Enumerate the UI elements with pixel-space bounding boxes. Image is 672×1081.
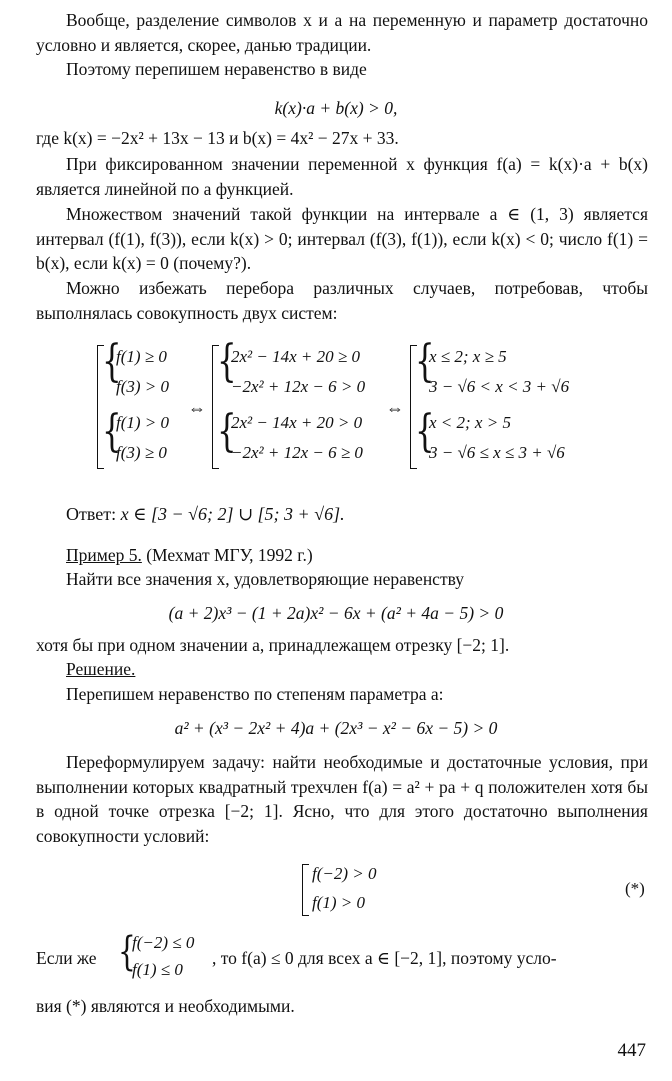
solution-reformulate: Переформулируем задачу: найти необходимые и достаточные условия, при выполнении которых квадратный трехчлен f(a) = a² + pa + q положителен хотя бы в одной точке отрезка [−2; 1]. Ясно, что для этого достаточно выполнения совокупности условий:	[36, 752, 648, 846]
brace-if: {	[118, 929, 136, 975]
example-header	[66, 543, 626, 568]
example-title: Пример 5.	[66, 545, 142, 565]
brace-1a: {	[102, 336, 122, 387]
system2-line2: −2x² + 12x − 6 > 0	[231, 377, 366, 396]
example-source: (Мехмат МГУ, 1992 г.)	[141, 545, 313, 565]
system3-line2: 3 − √6 < x < 3 + √6	[429, 377, 570, 396]
equivalence-1: ⇔	[188, 398, 206, 418]
paragraph-systems-intro: Можно избежать перебора различных случаев, потребовав, чтобы выполнялась совокупность двух систем:	[36, 278, 648, 323]
brace-1b: {	[102, 406, 122, 457]
system1-line2: f(3) > 0	[116, 377, 170, 396]
equivalence-2: ⇔	[386, 398, 404, 418]
system1-line3: f(1) > 0	[116, 413, 170, 432]
page-number: 447	[617, 1040, 646, 1061]
example-equation: (a + 2)x³ − (1 + 2a)x² − 6x + (a² + 4a − 5) > 0	[168, 603, 504, 623]
condition-tag: (*)	[625, 879, 645, 898]
brace-3a: {	[415, 336, 435, 387]
solution-equation: a² + (x³ − 2x² + 4)a + (2x³ − x² − 6x − 5) > 0	[174, 718, 498, 738]
solution-rewrite: Перепишем неравенство по степеням параметра a:	[66, 684, 444, 704]
answer-value: x ∈ [3 − √6; 2] ∪ [5; 3 + √6].	[120, 504, 345, 524]
solution-label-text: Решение.	[66, 659, 136, 679]
if-line1: f(−2) ≤ 0	[132, 933, 195, 952]
system3-line3: x < 2; x > 5	[429, 413, 511, 432]
paragraph-rewrite: Поэтому перепишем неравенство в виде	[66, 59, 367, 79]
equation-main: k(x)·a + b(x) > 0,	[274, 98, 398, 118]
system3-line4: 3 − √6 ≤ x ≤ 3 + √6	[429, 443, 565, 462]
condition-line2: f(1) > 0	[312, 893, 366, 912]
condition-line1: f(−2) > 0	[312, 864, 377, 883]
system2-line4: −2x² + 12x − 6 ≥ 0	[231, 443, 363, 462]
paragraph-definitions: где k(x) = −2x² + 13x − 13 и b(x) = 4x² − 27x + 33.	[36, 128, 399, 148]
if-rest: , то f(a) ≤ 0 для всех a ∈ [−2, 1], поэтому усло-	[212, 948, 557, 968]
answer-label: Ответ:	[66, 504, 117, 524]
paragraph-linear: При фиксированном значении переменной x функция f(a) = k(x)·a + b(x) является линейной по a функцией.	[36, 154, 648, 199]
brace-2a: {	[217, 336, 237, 387]
paragraph-intro: Вообще, разделение символов x и a на переменную и параметр достаточно условно и является, скорее, данью традиции.	[36, 10, 648, 55]
example-task: Найти все значения x, удовлетворяющие неравенству	[66, 569, 465, 589]
system1-line4: f(3) ≥ 0	[116, 443, 167, 462]
answer-line	[66, 502, 466, 527]
if-label: Если же	[36, 948, 97, 968]
example-condition: хотя бы при одном значении a, принадлежащем отрезку [−2; 1].	[36, 635, 510, 655]
final-line: вия (*) являются и необходимыми.	[36, 996, 295, 1016]
system1-line1: f(1) ≥ 0	[116, 347, 167, 366]
solution-label	[66, 657, 266, 682]
bracket-conditions	[302, 864, 309, 916]
if-line2: f(1) ≤ 0	[132, 960, 183, 979]
brace-3b: {	[415, 406, 435, 457]
system2-line3: 2x² − 14x + 20 > 0	[231, 413, 363, 432]
system2-line1: 2x² − 14x + 20 ≥ 0	[231, 347, 360, 366]
system3-line1: x ≤ 2; x ≥ 5	[429, 347, 507, 366]
paragraph-range: Множеством значений такой функции на интервале a ∈ (1, 3) является интервал (f(1), f(3)), если k(x) > 0; интервал (f(3), f(1)), если k(x) < 0; число f(1) = b(x), если k(x) = 0 (почему?).	[36, 204, 648, 273]
brace-2b: {	[217, 406, 237, 457]
